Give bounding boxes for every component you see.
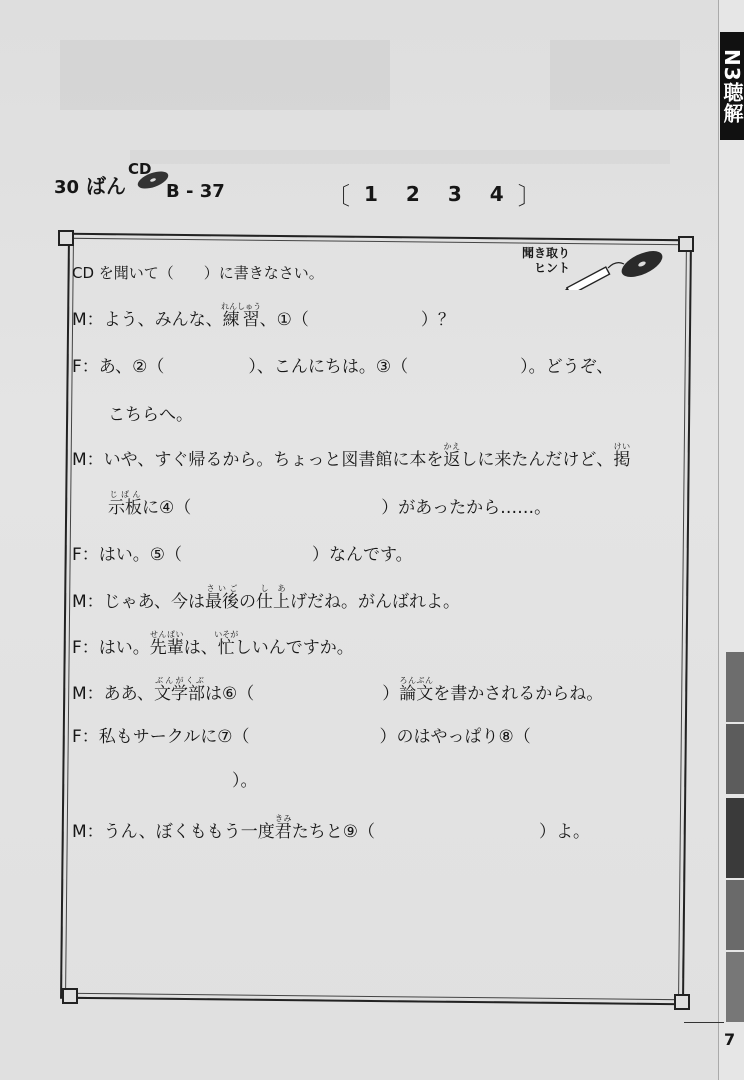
page-rule [684,1022,724,1023]
cd-label: CD [128,160,152,178]
line-text: ）のはやっぱり⑧（ [379,727,531,747]
question-number [54,170,126,199]
question-number-value: 30 [54,177,80,198]
section-tab-4 [726,880,744,950]
furigana: しあ [256,584,290,593]
furigana: きみ [274,814,292,823]
section-tab-2 [726,724,744,794]
line-text: を書かされるからね。 [433,684,604,704]
furigana: かえ [443,442,461,451]
blank-open: は⑥（ [205,684,255,704]
line-text: うん、ぼくももう一度 [103,822,275,842]
line-text: 私もサークルに⑦（ [98,727,250,747]
line-text: ）なんです。 [312,545,413,565]
speaker-m: M： [72,450,104,470]
speaker-m: M： [72,310,104,330]
box-corner-tl [58,230,74,246]
furigana: れんしゅう [221,302,262,311]
dialogue-line-12 [72,814,590,842]
blank-close: ） [382,684,400,704]
line-text: ）。どうぞ、 [520,357,614,377]
dialogue-line-3 [108,400,193,425]
line-text: 文学部 [154,684,205,704]
blank-open: 、①（ [259,310,309,330]
section-tab-3 [726,798,744,878]
line-text: ああ、 [103,684,154,704]
line-text: あ、②（ [98,357,165,377]
line-text: しいんですか。 [234,638,354,658]
bracket-close: 〕 [517,182,542,210]
line-text: は、 [183,638,218,658]
furigana: けい [613,442,631,451]
ruby-word [221,302,262,330]
dialogue-line-8 [72,630,354,658]
line-text: 最後 [205,592,239,612]
line-text: 忙 [214,638,239,658]
dialogue-line-7 [72,584,460,612]
furigana: さいご [205,584,239,593]
section-tab-n3: N3聴解 [720,32,744,140]
ruby-word [274,814,292,842]
speaker-f: F： [72,357,99,377]
track-number: B - 37 [166,181,225,202]
exercise-box [60,233,692,1005]
hint-line-2: ヒント [534,261,571,275]
cd-disc-icon [136,170,170,190]
line-text: ）があったから……。 [381,498,552,518]
blank-open: に④（ [142,498,192,518]
choice-3[interactable]: 3 [447,181,462,206]
furigana: じばん [108,490,142,499]
blank-close: ）。 [232,771,258,791]
line-text: しに来たんだけど、 [460,450,614,470]
bracket-open: 〔 [326,182,350,210]
question-suffix: ばん [86,174,127,198]
line-text: 掲 [613,450,631,470]
line-text: こちらへ。 [108,405,193,425]
ruby-word [214,630,239,658]
choice-1[interactable]: 1 [364,181,378,206]
line-text: 先輩 [149,638,184,658]
page-number: 7 [724,1030,736,1049]
ruby-word [205,584,239,612]
speaker-m: M： [72,592,104,612]
box-corner-bl [62,988,78,1004]
ruby-word [613,442,631,470]
ruby-word [399,676,434,704]
ruby-word [108,490,142,518]
speaker-f: F： [72,638,99,658]
furigana: いそが [214,630,239,639]
dialogue-line-9 [72,676,603,704]
speaker-m: M： [72,822,104,842]
dialogue-line-11 [232,766,258,791]
line-text: いや、すぐ帰るから。ちょっと図書館に本を [103,450,444,470]
line-text: 示板 [108,498,142,518]
line-text: ）よ。 [538,822,590,842]
line-text: 論文 [399,684,434,704]
ruby-word [256,584,290,612]
section-tab-1 [726,652,744,722]
line-text: 練習 [221,310,262,330]
answer-choices [326,176,542,211]
speaker-m: M： [72,684,104,704]
dialogue-line-2 [72,352,613,377]
instruction-text: CD を聞いて（ ）に書きなさい。 [72,264,324,282]
speaker-f: F： [72,727,99,747]
dialogue-line-1 [72,302,455,330]
choice-4[interactable]: 4 [489,181,504,206]
line-text: ）？ [420,310,455,330]
hint-line-1: 聞き取り [522,246,571,260]
line-text: 返 [443,450,461,470]
line-text: げだね。がんばれよ。 [290,592,460,612]
line-text: 仕上 [256,592,290,612]
speaker-f: F： [72,545,99,565]
ruby-word [149,630,184,658]
section-tab-5 [726,952,744,1022]
furigana: ぶんがくぶ [154,676,205,685]
line-text: ）、こんにちは。③（ [248,357,409,377]
line-text: 君 [274,822,292,842]
choice-2[interactable]: 2 [405,181,420,206]
ruby-word [443,442,461,470]
dialogue-line-10 [72,722,531,747]
line-text: はい。 [98,638,150,658]
dialogue-line-4 [72,442,630,470]
ruby-word [154,676,205,704]
line-text: はい。⑤（ [98,545,183,565]
furigana: せんぱい [149,630,184,639]
dialogue-line-6 [72,540,413,565]
line-text: よう、みんな、 [103,310,223,330]
line-text: じゃあ、今は [103,592,205,612]
box-corner-tr [678,236,694,252]
blank-open: たちと⑨（ [291,822,375,842]
pencil-cd-icon [560,246,664,290]
line-text: の [239,592,256,612]
furigana: ろんぶん [399,676,434,685]
dialogue-line-5 [108,490,551,518]
box-corner-br [674,994,690,1010]
